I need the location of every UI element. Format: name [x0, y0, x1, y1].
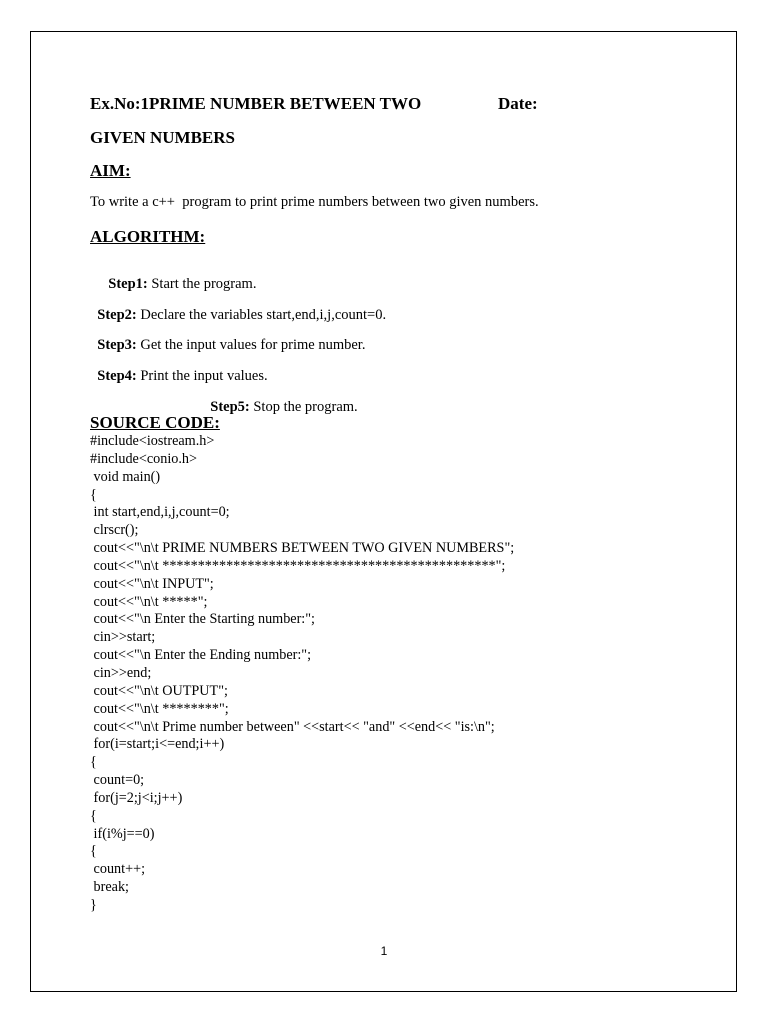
code-line: {: [90, 843, 97, 860]
code-line: {: [90, 807, 97, 824]
code-line: }: [90, 896, 97, 913]
step-label: Step1:: [108, 276, 148, 292]
aim-heading: AIM:: [90, 161, 131, 180]
algorithm-step: [203, 382, 358, 416]
step-label: Step5:: [210, 399, 250, 415]
code-line: cin>>start;: [90, 629, 156, 646]
exercise-title: Ex.No:1PRIME NUMBER BETWEEN TWO: [90, 94, 422, 113]
step-label: Step3:: [97, 337, 137, 353]
code-line: #include<conio.h>: [90, 450, 198, 467]
algorithm-step: [90, 290, 386, 324]
algorithm-step: [90, 351, 268, 385]
code-line: #include<iostream.h>: [90, 433, 215, 449]
step-label: Step4:: [97, 368, 137, 384]
code-line: cout<<"\n\t *****";: [90, 593, 208, 610]
step-text: Start the program.: [147, 276, 257, 292]
code-line: cin>>end;: [90, 664, 152, 681]
page-number: 1: [380, 944, 388, 958]
step-text: Stop the program.: [249, 399, 358, 415]
code-line: for(i=start;i<=end;i++): [90, 736, 225, 753]
step-text: Get the input values for prime number.: [136, 337, 366, 353]
aim-text: To write a c++ program to print prime numbers between two given numbers.: [90, 194, 539, 210]
code-line: {: [90, 486, 97, 503]
code-line: cout<<"\n\t Prime number between" <<start<< "and" <<end<< "is:\n";: [90, 718, 495, 735]
exercise-title-continued: GIVEN NUMBERS: [90, 128, 235, 147]
code-line: break;: [90, 879, 129, 896]
code-line: cout<<"\n\t INPUT";: [90, 575, 214, 592]
algorithm-step: [101, 259, 256, 293]
code-line: {: [90, 754, 97, 771]
code-line: count=0;: [90, 772, 145, 789]
algorithm-heading: ALGORITHM:: [90, 227, 206, 246]
step-text: Declare the variables start,end,i,j,count=0.: [136, 307, 387, 323]
source-code-block: [90, 433, 514, 915]
code-line: cout<<"\n Enter the Starting number:";: [90, 611, 315, 628]
code-line: cout<<"\n\t PRIME NUMBERS BETWEEN TWO GIVEN NUMBERS";: [90, 540, 515, 557]
code-line: cout<<"\n\t ***********************************************";: [90, 557, 506, 574]
code-line: cout<<"\n\t ********";: [90, 700, 229, 717]
code-line: cout<<"\n Enter the Ending number:";: [90, 647, 312, 664]
code-line: for(j=2;j<i;j++): [90, 789, 183, 806]
code-line: cout<<"\n\t OUTPUT";: [90, 682, 228, 699]
algorithm-step: [90, 320, 365, 354]
code-line: if(i%j==0): [90, 825, 155, 842]
code-line: clrscr();: [90, 522, 139, 539]
date-label: Date:: [498, 94, 538, 113]
source-code-heading: SOURCE CODE:: [90, 413, 220, 432]
step-label: Step2:: [97, 307, 137, 323]
code-line: int start,end,i,j,count=0;: [90, 504, 230, 521]
code-line: count++;: [90, 861, 146, 878]
code-line: void main(): [90, 468, 161, 485]
step-text: Print the input values.: [136, 368, 268, 384]
